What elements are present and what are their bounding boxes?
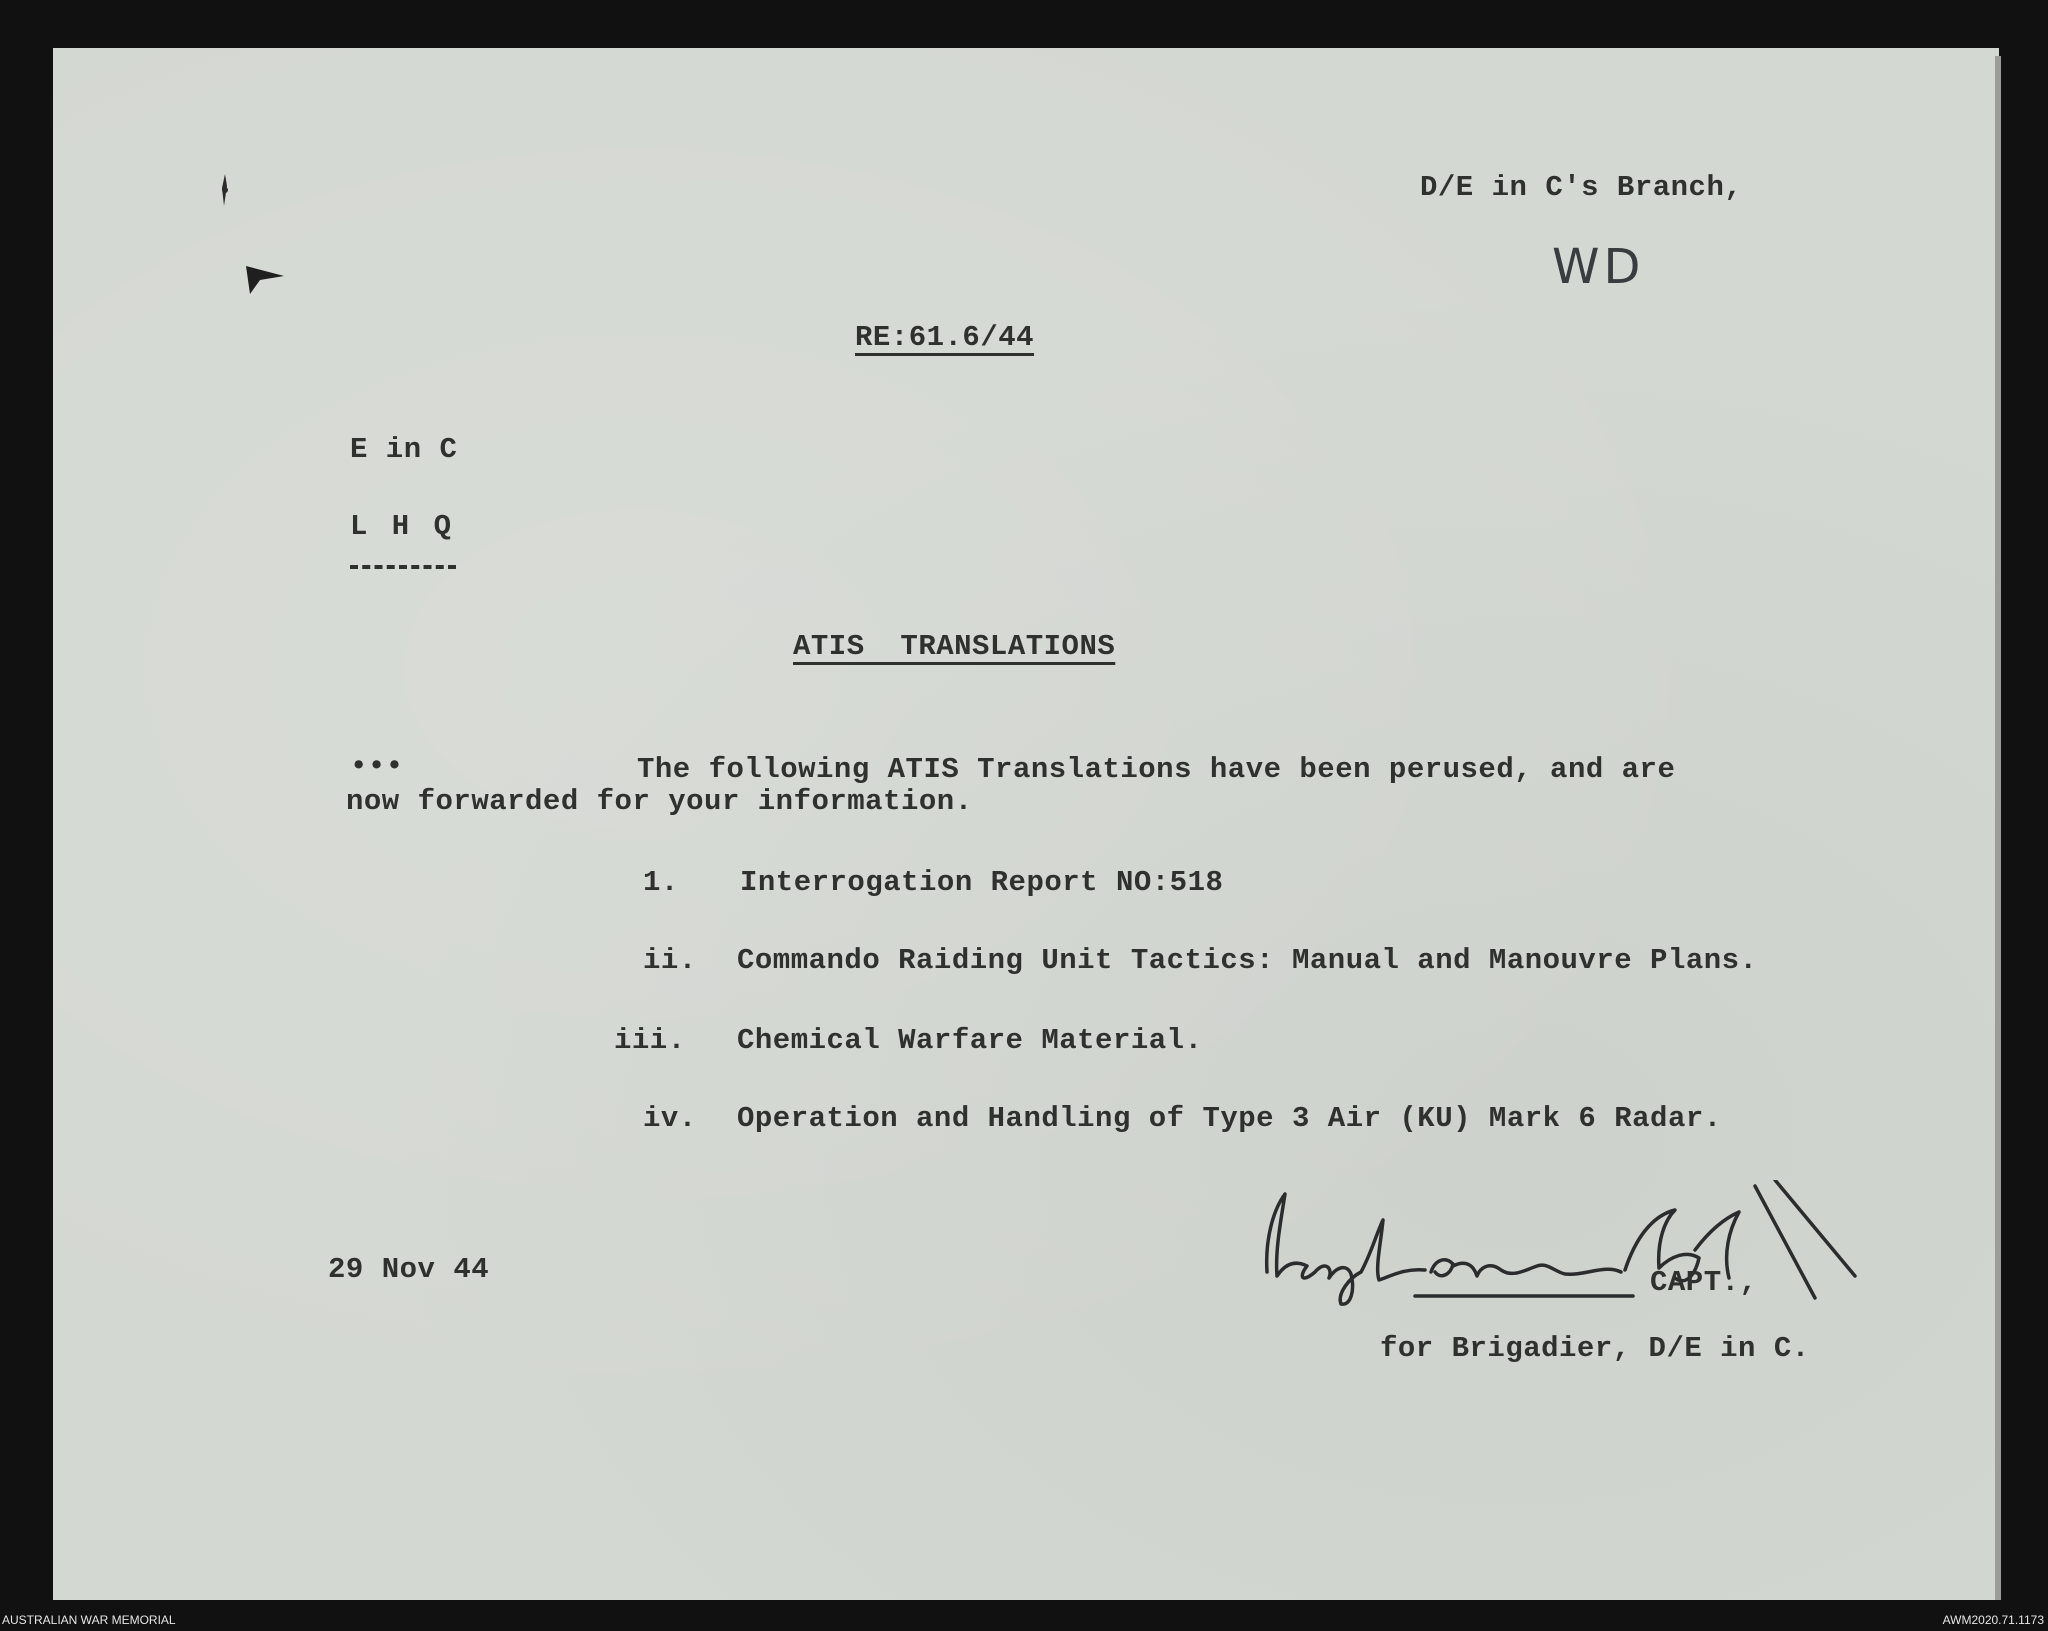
list-item-text: Interrogation Report NO:518 [740, 866, 1224, 899]
signature-for-line: for Brigadier, D/E in C. [1380, 1332, 1810, 1365]
list-item-text: Commando Raiding Unit Tactics: Manual and Manouvre Plans. [737, 944, 1758, 977]
reference-number: RE:61.6/44 [855, 321, 1035, 354]
paper-edge [1995, 56, 2001, 1600]
body-line-1: The following ATIS Translations have been perused, and are [637, 753, 1676, 786]
document-sheet [53, 48, 1999, 1600]
addressee-line1: E in C [350, 433, 458, 466]
signature-scrawl [1255, 1180, 1875, 1310]
addressee-line2: L H Q [350, 510, 452, 543]
list-item-text: Operation and Handling of Type 3 Air (KU) Mark 6 Radar. [737, 1102, 1722, 1135]
list-item-number: ii. [643, 944, 697, 977]
body-line-2: now forwarded for your information. [346, 785, 973, 818]
branch-heading: D/E in C's Branch, [1420, 171, 1743, 204]
pin-mark [215, 172, 235, 208]
list-item-text: Chemical Warfare Material. [737, 1024, 1203, 1057]
list-item-number: iv. [643, 1102, 697, 1135]
addressee-underline [350, 565, 456, 569]
paragraph-marker: ••• [350, 750, 404, 783]
handwritten-note: WD [1552, 239, 1645, 295]
list-item-number: 1. [643, 866, 679, 899]
signature-rank: CAPT., [1650, 1266, 1758, 1299]
document-date: 29 Nov 44 [328, 1253, 490, 1286]
archive-credit: AUSTRALIAN WAR MEMORIAL [2, 1613, 176, 1627]
list-item-number: iii. [614, 1024, 686, 1057]
document-heading: ATIS TRANSLATIONS [793, 630, 1116, 663]
archive-reference: AWM2020.71.1173 [1942, 1613, 2044, 1627]
tear-mark [244, 262, 288, 298]
